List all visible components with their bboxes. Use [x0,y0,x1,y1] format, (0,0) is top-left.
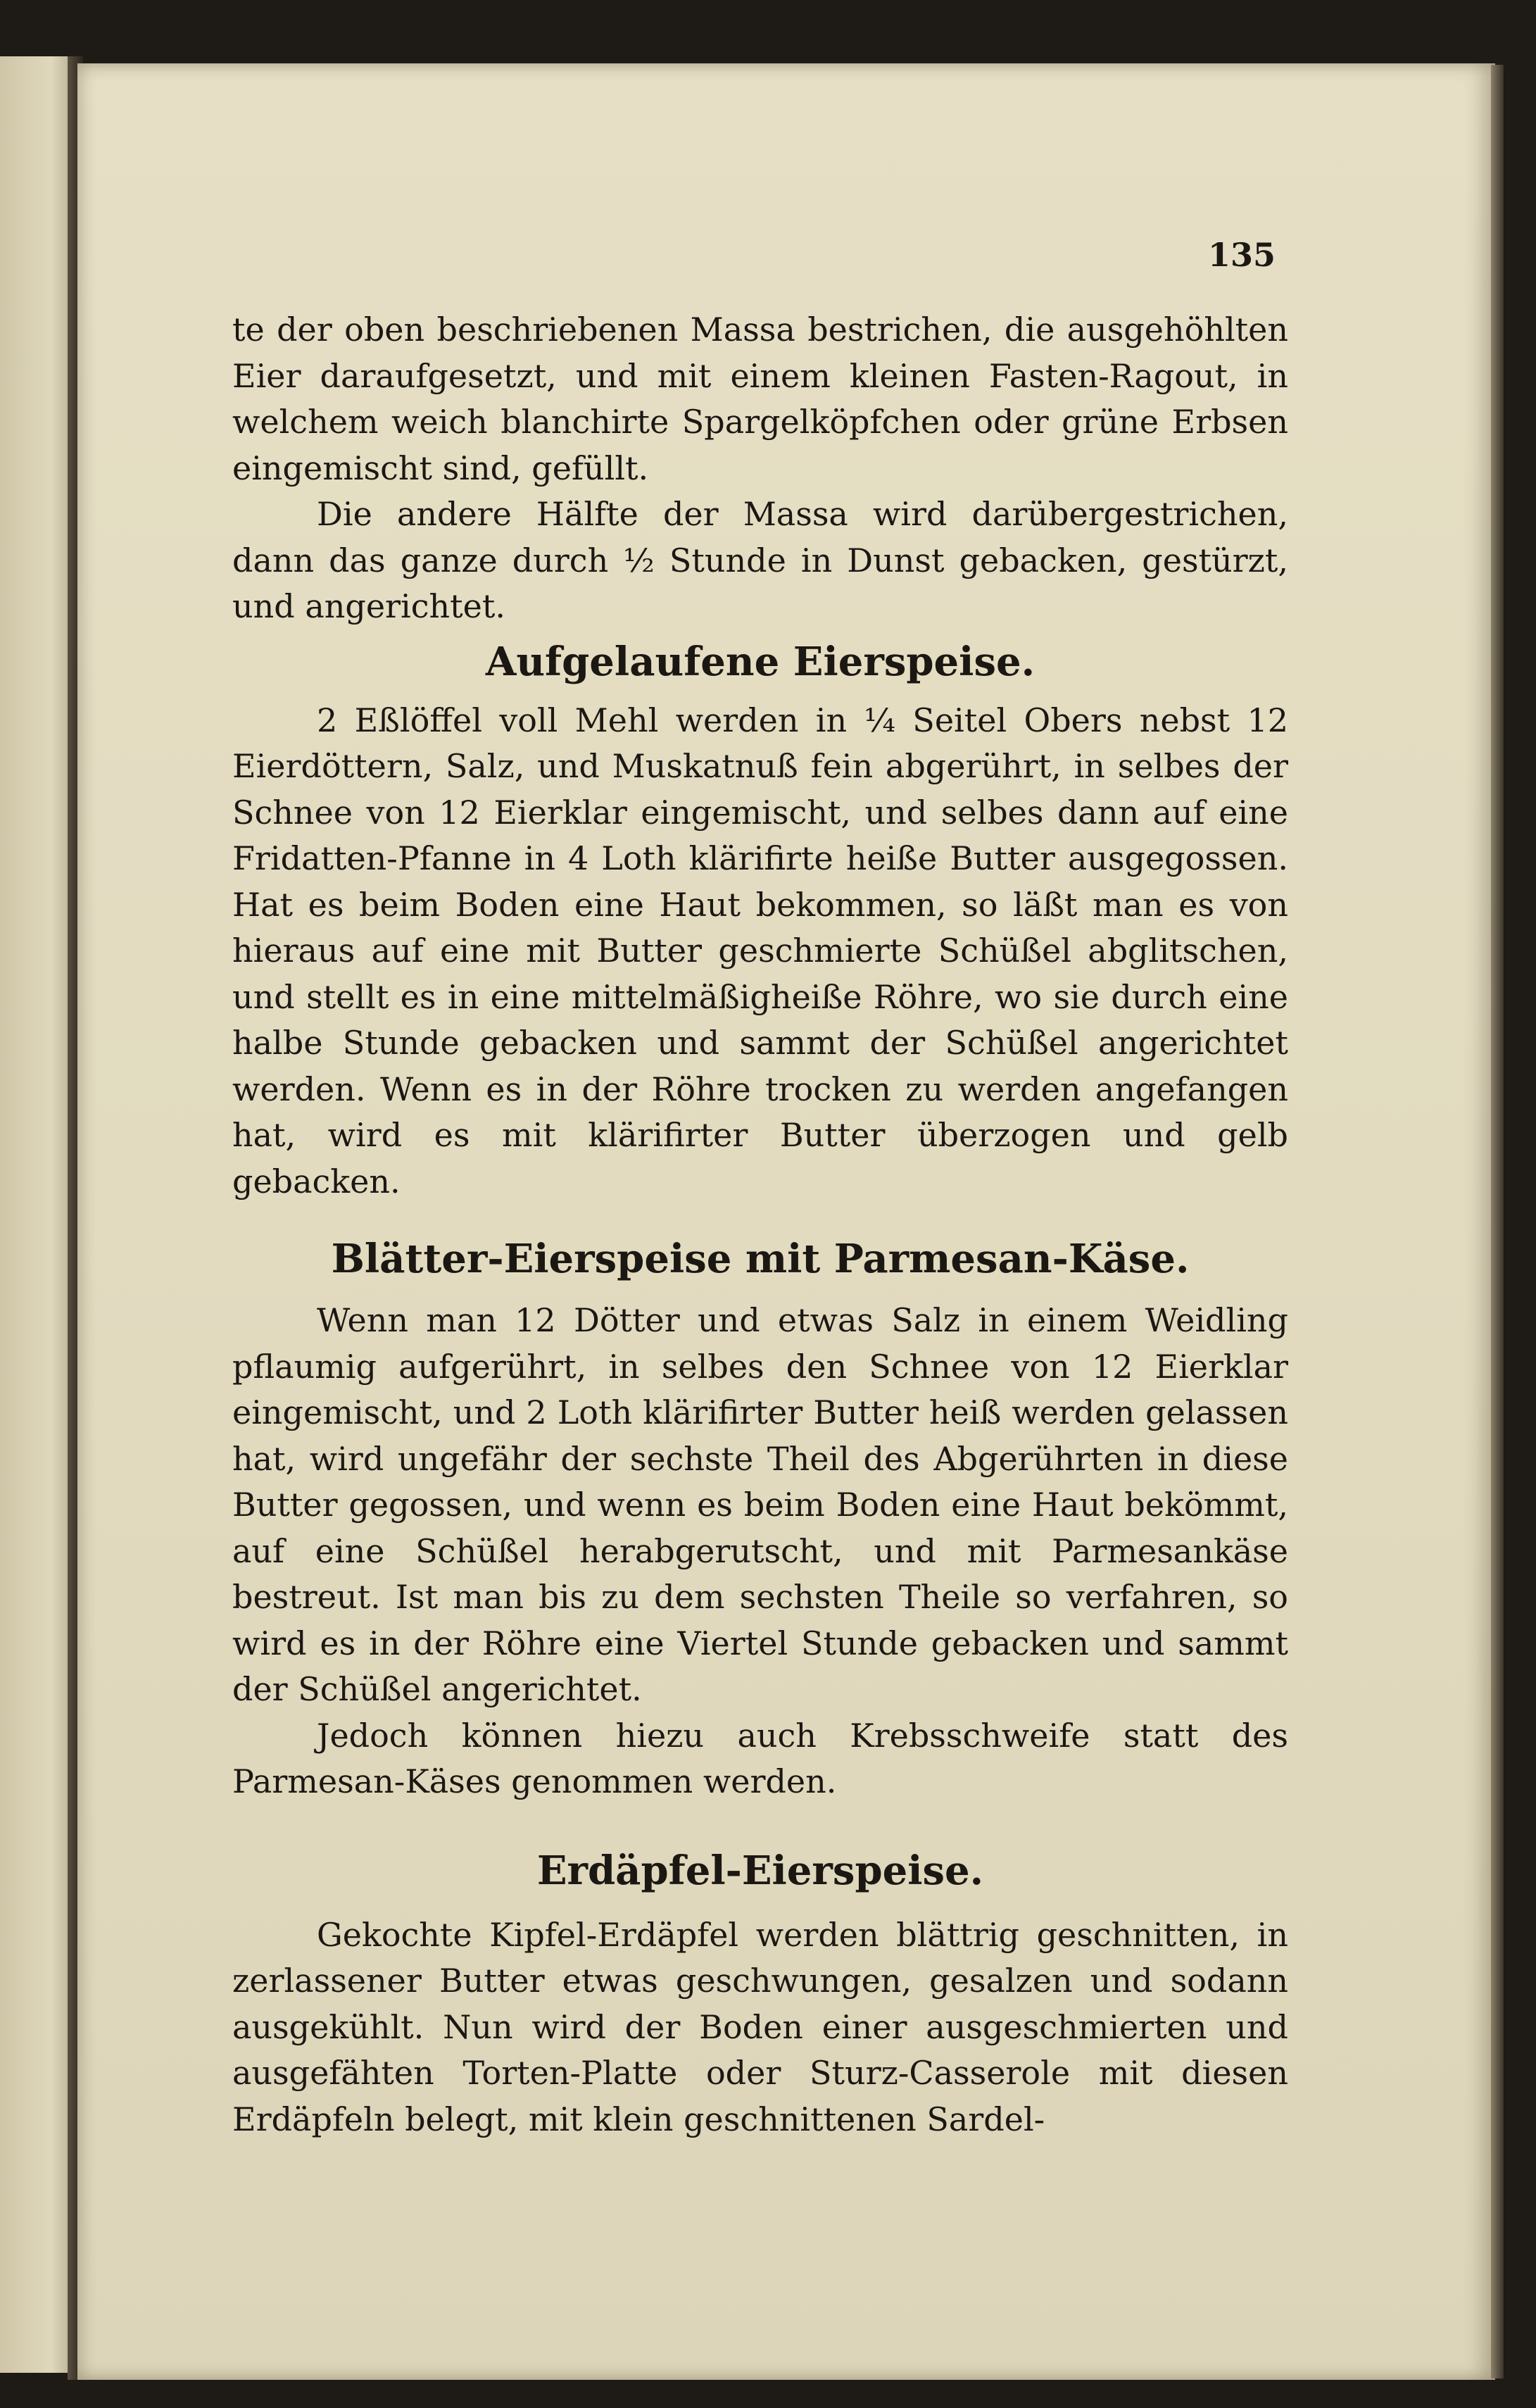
paragraph: Jedoch können hiezu auch Krebsschweife statt des Parmesan-Käses genommen werden. [232,1716,1288,1800]
section-heading-blaetter: Blätter-Eierspeise mit Parmesan-Käse. [331,1236,1190,1282]
page-text [232,307,1288,2143]
paragraph: Gekochte Kipfel-Erdäpfel werden blättrig geschnitten, in zerlassener Butter etwas geschwungen, gesalzen und sodann ausgekühlt. Nun wird der Boden einer ausgeschmierten und ausgefähten Torten-Platte oder Sturz-Casserole mit diesen Erdäpfeln belegt, mit klein geschnittenen Sardel- [232,1915,1288,2138]
page-number: 135 [1208,236,1276,274]
section-heading-aufgelaufene: Aufgelaufene Eierspeise. [485,638,1035,685]
left-page-edge [0,56,73,2373]
paragraph: te der oben beschriebenen Massa bestrichen, die ausgehöhlten Eier daraufgesetzt, und mit einem kleinen Fasten-Ragout, in welchem weich blanchirte Spargelköpfchen oder grüne Erbsen eingemischt sind, gefüllt. [232,311,1288,487]
page-edge-shadow [1491,65,1504,2378]
section-heading-erdaepfel: Erdäpfel-Eierspeise. [536,1847,984,1894]
paragraph: Wenn man 12 Dötter und etwas Salz in einem Weidling pflaumig aufgerührt, in selbes den Schnee von 12 Eierklar eingemischt, und 2 Loth klärifirter Butter heiß werden gelassen hat, wird ungefähr der sechste Theil des Abgerührten in diese Butter gegossen, und wenn es beim Boden eine Haut bekömmt, auf eine Schüßel herabgerutscht, und mit Parmesankäse bestreut. Ist man bis zu dem sechsten Theile so verfahren, so wird es in der Röhre eine Viertel Stunde gebacken und sammt der Schüßel angerichtet. [232,1301,1288,1708]
paragraph: Die andere Hälfte der Massa wird darübergestrichen, dann das ganze durch ½ Stunde in Dunst gebacken, gestürzt, und angerichtet. [232,495,1288,625]
paragraph: 2 Eßlöffel voll Mehl werden in ¼ Seitel Obers nebst 12 Eierdöttern, Salz, und Muskatnuß fein abgerührt, in selbes der Schnee von 12 Eierklar eingemischt, und selbes dann auf eine Fridatten-Pfanne in 4 Loth klärifirte heiße Butter ausgegossen. Hat es beim Boden eine Haut bekommen, so läßt man es von hieraus auf eine mit Butter geschmierte Schüßel abglitschen, und stellt es in eine mittelmäßigheiße Röhre, wo sie durch eine halbe Stunde gebacken und sammt der Schüßel angerichtet werden. Wenn es in der Röhre trocken zu werden angefangen hat, wird es mit klärifirter Butter überzogen und gelb gebacken. [232,701,1288,1200]
